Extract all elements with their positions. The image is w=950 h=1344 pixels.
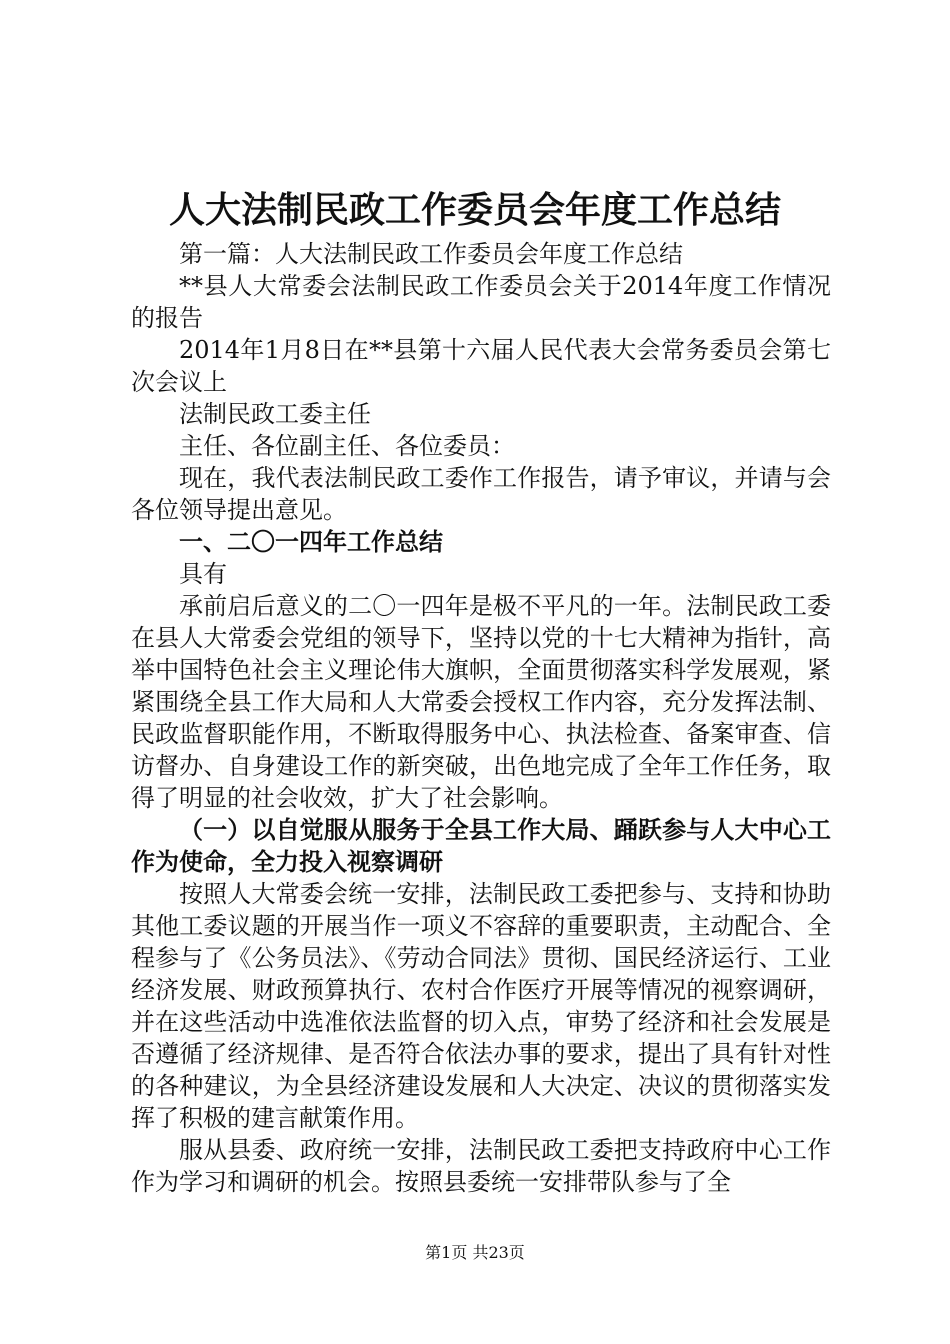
paragraph: 2014年1月8日在**县第十六届人民代表大会常务委员会第七次会议上 — [131, 336, 831, 396]
paragraph: 第一篇：人大法制民政工作委员会年度工作总结 — [179, 240, 683, 268]
paragraph: 主任、各位副主任、各位委员： — [179, 432, 515, 460]
subsection-heading: （一）以自觉服从服务于全县工作大局、踊跃参与人大中心工作为使命，全力投入视察调研 — [131, 815, 831, 876]
paragraph: 法制民政工委主任 — [179, 400, 371, 428]
paragraph: 具有 — [179, 560, 227, 588]
paragraph: 服从县委、政府统一安排，法制民政工委把支持政府中心工作作为学习和调研的机会。按照县委统一安排带队参与了全 — [131, 1136, 831, 1196]
paragraph: 按照人大常委会统一安排，法制民政工委把参与、支持和协助其他工委议题的开展当作一项义不容辞的重要职责，主动配合、全程参与了《公务员法》、《劳动合同法》贯彻、国民经济运行、工业经济发展、财政预算执行、农村合作医疗开展等情况的视察调研，并在这些活动中选准依法监督的切入点，审势了经济和社会发展是否遵循了经济规律、是否符合依法办事的要求，提出了具有针对性的各种建议，为全县经济建设发展和人大决定、决议的贯彻落实发挥了积极的建言献策作用。 — [131, 880, 831, 1132]
document-title: 人大法制民政工作委员会年度工作总结 — [168, 189, 781, 231]
document-body — [131, 238, 831, 1198]
paragraph: 现在，我代表法制民政工委作工作报告，请予审议，并请与会各位领导提出意见。 — [131, 464, 831, 524]
page-footer: 第1页 共23页 — [425, 1243, 525, 1262]
section-heading: 一、二〇一四年工作总结 — [179, 527, 443, 556]
paragraph: **县人大常委会法制民政工作委员会关于2014年度工作情况的报告 — [131, 272, 831, 332]
paragraph: 承前启后意义的二〇一四年是极不平凡的一年。法制民政工委在县人大常委会党组的领导下，坚持以党的十七大精神为指针，高举中国特色社会主义理论伟大旗帜，全面贯彻落实科学发展观，紧紧围绕全县工作大局和人大常委会授权工作内容，充分发挥法制、民政监督职能作用，不断取得服务中心、执法检查、备案审查、信访督办、自身建设工作的新突破，出色地完成了全年工作任务，取得了明显的社会收效，扩大了社会影响。 — [131, 592, 831, 812]
